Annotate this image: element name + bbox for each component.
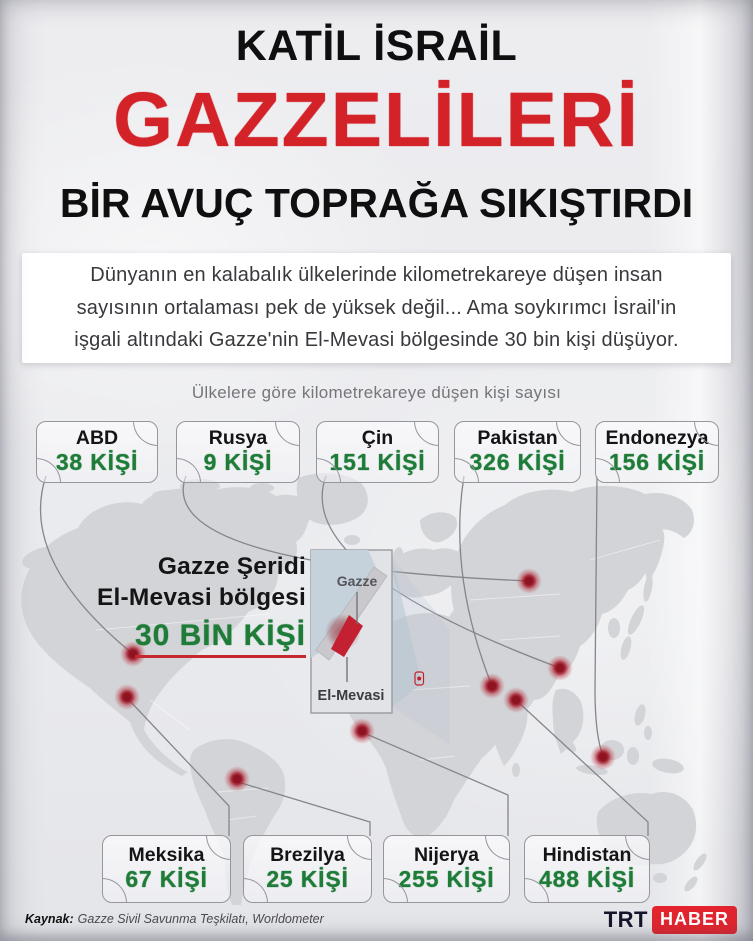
intro-text: Dünyanın en kalabalık ülkelerinde kilometrekareye düşen insan sayısının ortalaması pek de yüksek değil... Ama soykırımcı İsrail'in işgali altındaki Gazze'nin El-Mevasi bölgesinde 30 bin kişi düşüyor. [74, 264, 679, 352]
country-name: Hindistan [542, 843, 632, 866]
dot-china [547, 655, 573, 681]
source-label: Kaynak: [25, 912, 74, 926]
country-value: 25 KİŞİ [266, 866, 349, 893]
haber-logo-badge: HABER [652, 906, 737, 934]
country-name: Çin [361, 426, 394, 449]
inset-elmevasi-label: El-Mevasi [317, 688, 385, 704]
fold-corner-icon [176, 458, 201, 483]
country-value: 67 KİŞİ [125, 866, 208, 893]
country-name: ABD [75, 426, 119, 449]
source-text: Gazze Sivil Savunma Teşkilatı, Worldometer [77, 912, 324, 926]
subtitle: Ülkelere göre kilometrekareye düşen kişi sayısı [191, 383, 562, 402]
dot-mexico [114, 684, 140, 710]
inset-gazze-label: Gazze [336, 573, 378, 589]
fold-corner-icon [275, 421, 300, 446]
country-value: 255 KİŞİ [398, 866, 495, 893]
source-line [25, 912, 324, 926]
fold-corner-icon [243, 878, 268, 903]
fold-corner-icon [485, 835, 510, 860]
dot-russia [516, 568, 542, 594]
callout-rusya [176, 421, 300, 483]
dot-pakistan [479, 673, 505, 699]
trt-logo-text: TRT [603, 907, 648, 932]
callout-nijerya [383, 835, 510, 903]
gaza-line-1: Gazze Şeridi [157, 553, 306, 580]
country-value: 156 KİŞİ [609, 449, 705, 476]
fold-corner-icon [102, 878, 127, 903]
country-value: 326 KİŞİ [469, 449, 566, 476]
gaza-highlight-label [97, 551, 306, 658]
fold-corner-icon [556, 421, 581, 446]
country-name: Nijerya [413, 843, 480, 866]
fold-corner-icon [414, 421, 439, 446]
callout-brezilya [243, 835, 372, 903]
dot-indonesia [590, 744, 616, 770]
fold-corner-icon [206, 835, 231, 860]
callout-abd [36, 421, 158, 483]
title-line-1: KATİL İSRAİL [235, 22, 518, 70]
dot-india [503, 687, 529, 713]
country-name: Brezilya [270, 843, 345, 866]
country-name: Pakistan [477, 426, 558, 449]
callout-endonezya [595, 421, 719, 483]
country-value: 151 KİŞİ [329, 449, 426, 476]
gaza-line-2: El-Mevasi bölgesi [97, 584, 306, 612]
callout-pakistan [454, 421, 581, 483]
dot-brazil [224, 766, 250, 792]
title-line-3: BİR AVUÇ TOPRAĞA SIKIŞTIRDI [59, 180, 694, 226]
country-name: Meksika [128, 843, 205, 866]
trt-haber-logo [604, 906, 737, 934]
callout-hindistan [524, 835, 650, 903]
gaza-value: 30 BİN KİŞİ [135, 619, 306, 658]
intro-box [22, 253, 731, 363]
callout-cin [316, 421, 439, 483]
country-value: 38 KİŞİ [55, 449, 139, 476]
country-value: 9 KİŞİ [203, 449, 273, 476]
dot-nigeria [349, 718, 375, 744]
country-name: Endonezya [605, 426, 709, 449]
title-line-2: GAZZELİLERİ [113, 77, 640, 163]
country-name: Rusya [208, 426, 268, 449]
fold-corner-icon [347, 835, 372, 860]
callout-meksika [102, 835, 231, 903]
fold-corner-icon [133, 421, 158, 446]
country-value: 488 KİŞİ [539, 866, 635, 893]
